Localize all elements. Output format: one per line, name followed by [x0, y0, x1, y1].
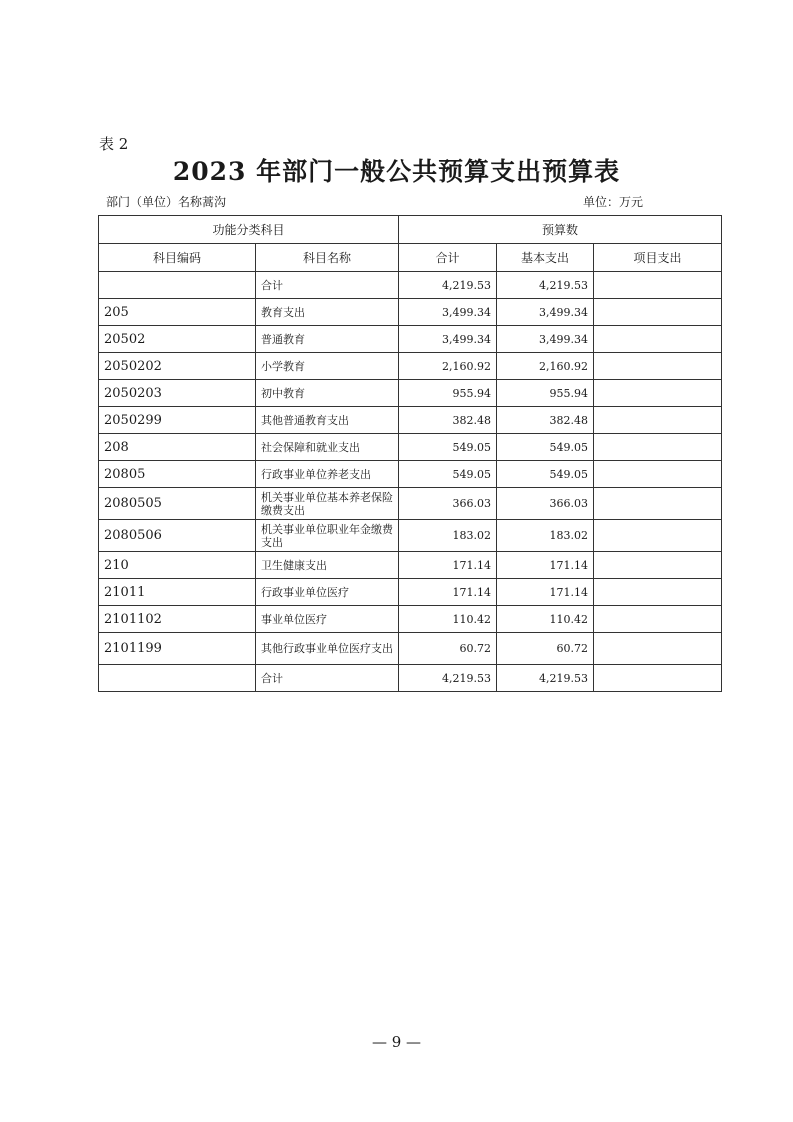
cell-code: 20805 [99, 461, 256, 488]
cell-name: 合计 [256, 272, 399, 299]
cell-total: 4,219.53 [399, 272, 497, 299]
cell-basic: 171.14 [497, 552, 594, 579]
cell-code: 2050299 [99, 407, 256, 434]
cell-name: 普通教育 [256, 326, 399, 353]
cell-basic: 183.02 [497, 520, 594, 552]
cell-project [594, 380, 722, 407]
col-header-basic: 基本支出 [497, 244, 594, 272]
page-number: — 9 — [371, 1033, 422, 1051]
cell-code [99, 665, 256, 692]
cell-basic: 60.72 [497, 633, 594, 665]
cell-total: 60.72 [399, 633, 497, 665]
cell-basic: 955.94 [497, 380, 594, 407]
cell-project [594, 665, 722, 692]
cell-code: 21011 [99, 579, 256, 606]
cell-name: 其他行政事业单位医疗支出 [256, 633, 399, 665]
table-row [99, 665, 722, 692]
col-header-name: 科目名称 [256, 244, 399, 272]
cell-project [594, 552, 722, 579]
cell-project [594, 434, 722, 461]
cell-name: 教育支出 [256, 299, 399, 326]
group-header-budget: 预算数 [399, 216, 722, 244]
cell-project [594, 579, 722, 606]
cell-code: 2101199 [99, 633, 256, 665]
table-row [99, 461, 722, 488]
cell-code: 210 [99, 552, 256, 579]
table-row [99, 434, 722, 461]
cell-total: 549.05 [399, 461, 497, 488]
table-row [99, 520, 722, 552]
table-row [99, 326, 722, 353]
cell-total: 382.48 [399, 407, 497, 434]
cell-name: 小学教育 [256, 353, 399, 380]
cell-code: 2050202 [99, 353, 256, 380]
cell-code: 2080505 [99, 488, 256, 520]
table-row [99, 380, 722, 407]
cell-basic: 382.48 [497, 407, 594, 434]
cell-code: 20502 [99, 326, 256, 353]
table-row [99, 488, 722, 520]
budget-table [98, 215, 722, 692]
cell-total: 110.42 [399, 606, 497, 633]
table-row [99, 552, 722, 579]
cell-basic: 2,160.92 [497, 353, 594, 380]
cell-basic: 3,499.34 [497, 299, 594, 326]
cell-total: 366.03 [399, 488, 497, 520]
cell-total: 549.05 [399, 434, 497, 461]
cell-project [594, 488, 722, 520]
cell-project [594, 407, 722, 434]
page-title: 2023 年部门一般公共预算支出预算表 [172, 157, 621, 186]
col-header-project: 项目支出 [594, 244, 722, 272]
cell-basic: 549.05 [497, 461, 594, 488]
cell-project [594, 353, 722, 380]
cell-name: 社会保障和就业支出 [256, 434, 399, 461]
cell-code [99, 272, 256, 299]
cell-name: 机关事业单位职业年金缴费支出 [256, 520, 399, 552]
cell-basic: 171.14 [497, 579, 594, 606]
table-row [99, 579, 722, 606]
cell-code: 208 [99, 434, 256, 461]
table-row [99, 606, 722, 633]
group-header-functional: 功能分类科目 [99, 216, 399, 244]
cell-total: 2,160.92 [399, 353, 497, 380]
cell-basic: 366.03 [497, 488, 594, 520]
cell-code: 2050203 [99, 380, 256, 407]
unit-label: 单位：万元 [582, 195, 643, 209]
cell-total: 171.14 [399, 552, 497, 579]
cell-name: 其他普通教育支出 [256, 407, 399, 434]
cell-code: 2080506 [99, 520, 256, 552]
cell-project [594, 606, 722, 633]
table-row [99, 299, 722, 326]
cell-code: 2101102 [99, 606, 256, 633]
cell-project [594, 633, 722, 665]
table-body [99, 272, 722, 692]
cell-total: 183.02 [399, 520, 497, 552]
cell-project [594, 461, 722, 488]
col-header-total: 合计 [399, 244, 497, 272]
department-name: 部门（单位）名称蒿沟 [106, 195, 227, 209]
cell-project [594, 299, 722, 326]
cell-total: 171.14 [399, 579, 497, 606]
cell-total: 4,219.53 [399, 665, 497, 692]
cell-name: 卫生健康支出 [256, 552, 399, 579]
cell-code: 205 [99, 299, 256, 326]
cell-basic: 4,219.53 [497, 272, 594, 299]
cell-basic: 549.05 [497, 434, 594, 461]
cell-name: 事业单位医疗 [256, 606, 399, 633]
col-header-code: 科目编码 [99, 244, 256, 272]
cell-basic: 4,219.53 [497, 665, 594, 692]
cell-project [594, 520, 722, 552]
table-row [99, 407, 722, 434]
table-row [99, 272, 722, 299]
cell-name: 合计 [256, 665, 399, 692]
cell-name: 行政事业单位医疗 [256, 579, 399, 606]
cell-total: 955.94 [399, 380, 497, 407]
cell-project [594, 326, 722, 353]
table-label: 表 2 [99, 135, 129, 153]
cell-name: 初中教育 [256, 380, 399, 407]
cell-basic: 3,499.34 [497, 326, 594, 353]
cell-name: 行政事业单位养老支出 [256, 461, 399, 488]
table-row [99, 633, 722, 665]
cell-total: 3,499.34 [399, 326, 497, 353]
cell-basic: 110.42 [497, 606, 594, 633]
cell-project [594, 272, 722, 299]
table-row [99, 353, 722, 380]
meta-row [106, 193, 643, 211]
cell-total: 3,499.34 [399, 299, 497, 326]
cell-name: 机关事业单位基本养老保险缴费支出 [256, 488, 399, 520]
